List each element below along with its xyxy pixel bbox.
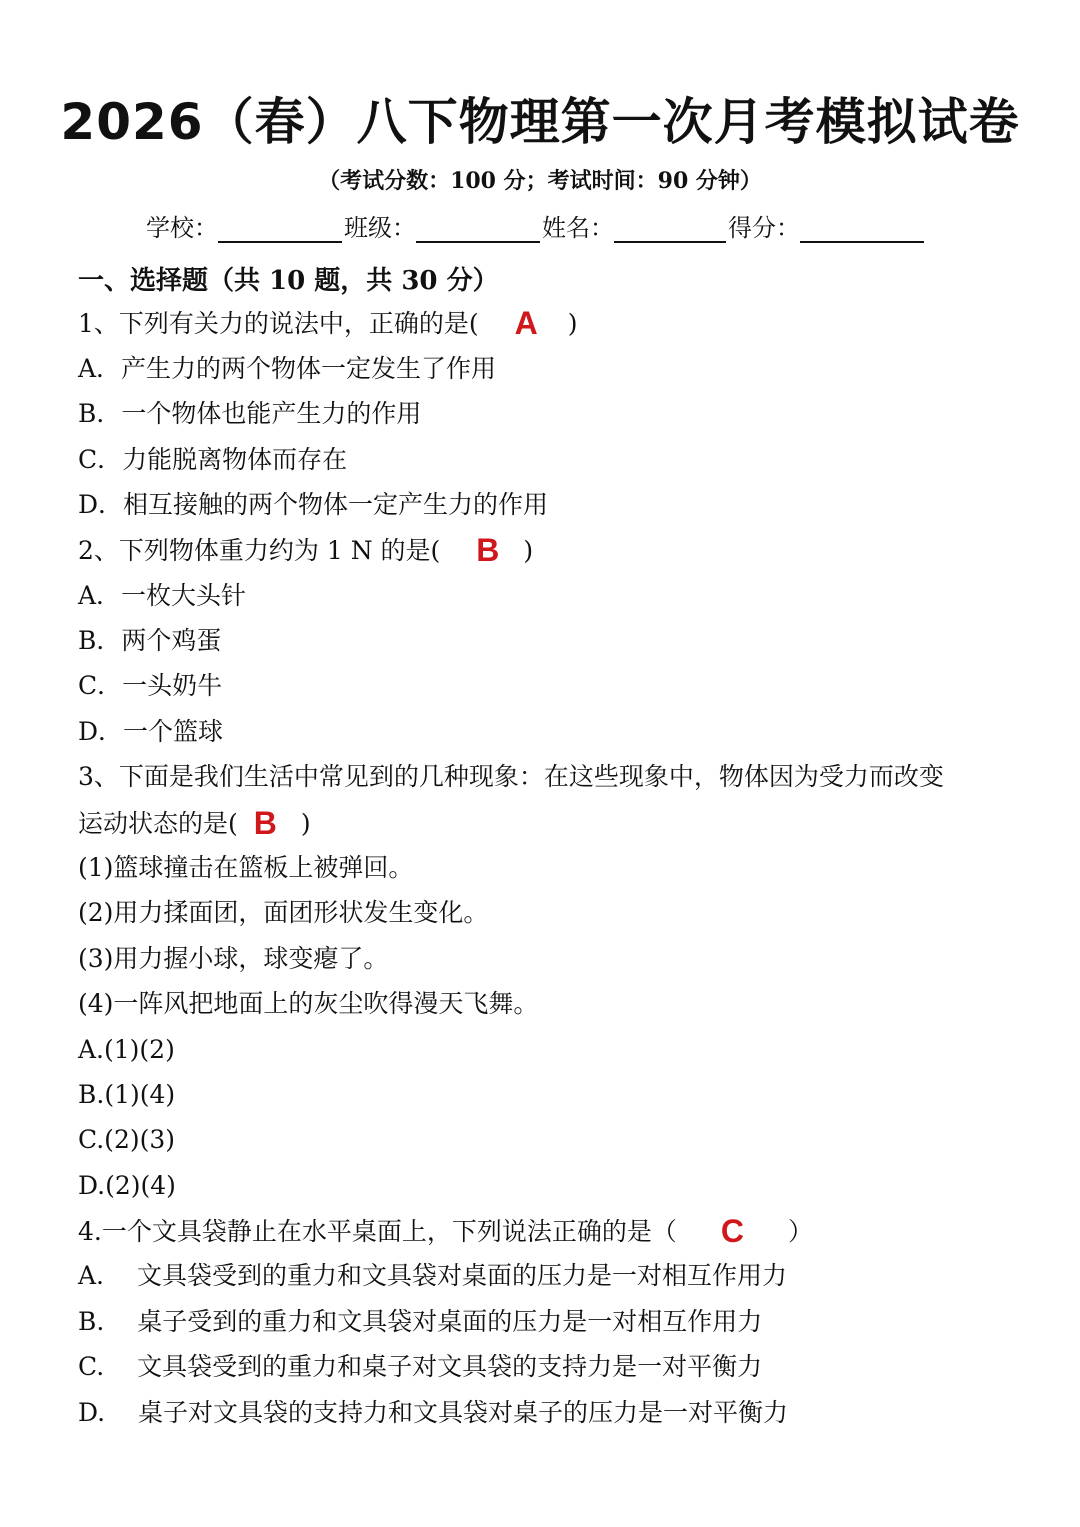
option-a: A.(1)(2): [78, 1035, 175, 1064]
option-c: C．力能脱离物体而存在: [78, 445, 348, 474]
class-label: 班级：: [344, 214, 416, 242]
question-stem-text: 运动状态的是(: [78, 809, 238, 838]
school-label: 学校：: [146, 214, 218, 242]
question-stem-text: 2、下列物体重力约为 1 N 的是(: [78, 536, 441, 565]
phenomenon-2: (2)用力揉面团，面团形状发生变化。: [78, 898, 489, 927]
option-a: A．产生力的两个物体一定发生了作用: [78, 354, 497, 383]
question-stem-text: 1、下列有关力的说法中，正确的是(: [78, 309, 479, 338]
close-paren: ): [523, 536, 534, 565]
close-paren: ): [300, 809, 311, 838]
option-d: D．一个篮球: [78, 717, 224, 746]
phenomenon-1: (1)篮球撞击在篮板上被弹回。: [78, 853, 414, 882]
option-c: C.(2)(3): [78, 1125, 176, 1154]
class-blank[interactable]: [416, 215, 540, 243]
option-c: C．一头奶牛: [78, 671, 223, 700]
option-d: D．相互接触的两个物体一定产生力的作用: [78, 490, 549, 519]
close-paren: ）: [787, 1217, 813, 1246]
phenomenon-3: (3)用力握小球，球变瘪了。: [78, 944, 389, 973]
option-d: D. 桌子对文具袋的支持力和文具袋对桌子的压力是一对平衡力: [78, 1398, 789, 1427]
question-3-stem-line1: 3、下面是我们生活中常见到的几种现象：在这些现象中，物体因为受力而改变: [78, 762, 944, 791]
option-a: A. 文具袋受到的重力和文具袋对桌面的压力是一对相互作用力: [78, 1261, 787, 1290]
question-3-stem-line2: [78, 806, 311, 841]
question-2-stem: [78, 533, 533, 568]
answer-mark: B: [253, 805, 277, 841]
option-b: B．两个鸡蛋: [78, 626, 222, 655]
score-label: 得分：: [728, 214, 800, 242]
close-paren: ): [567, 309, 578, 338]
option-b: B. 桌子受到的重力和文具袋对桌面的压力是一对相互作用力: [78, 1307, 763, 1336]
student-info-line: [146, 208, 926, 243]
name-blank[interactable]: [614, 215, 726, 243]
answer-mark: A: [514, 305, 538, 341]
exam-title: 2026（春）八下物理第一次月考模拟试卷: [60, 93, 1020, 151]
option-b: B.(1)(4): [78, 1080, 176, 1109]
option-b: B．一个物体也能产生力的作用: [78, 399, 422, 428]
option-a: A．一枚大头针: [78, 581, 247, 610]
exam-subtitle: （考试分数：100 分；考试时间：90 分钟）: [318, 168, 762, 194]
name-label: 姓名：: [542, 214, 614, 242]
question-1-stem: [78, 306, 578, 341]
option-c: C. 文具袋受到的重力和桌子对文具袋的支持力是一对平衡力: [78, 1352, 763, 1381]
question-4-stem: [78, 1214, 813, 1249]
phenomenon-4: (4)一阵风把地面上的灰尘吹得漫天飞舞。: [78, 989, 539, 1018]
option-d: D.(2)(4): [78, 1171, 176, 1200]
answer-mark: B: [476, 532, 500, 568]
score-blank[interactable]: [800, 215, 924, 243]
section-heading: 一、选择题（共 10 题，共 30 分）: [78, 266, 499, 296]
school-blank[interactable]: [218, 215, 342, 243]
question-stem-text: 4.一个文具袋静止在水平桌面上，下列说法正确的是（: [78, 1217, 677, 1246]
answer-mark: C: [720, 1213, 744, 1249]
